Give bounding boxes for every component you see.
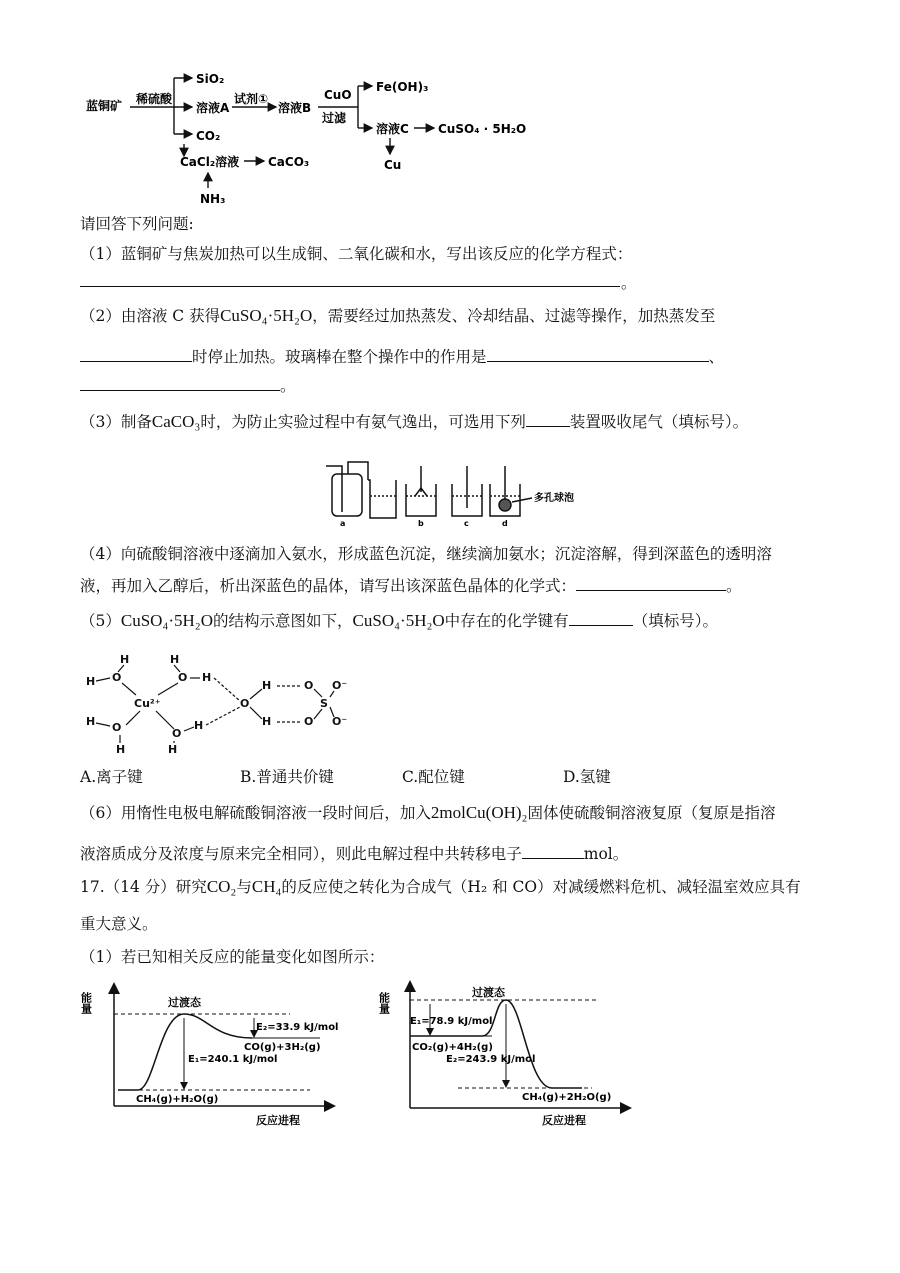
q1-answer-blank[interactable] [80,286,620,287]
flow-feoh3: Fe(OH)₃ [376,80,429,94]
e2-xlabel: 反应进程 [542,1114,586,1127]
e2-e2-label: E₂=243.9 kJ/mol [446,1054,536,1065]
q2-end: 。 [280,377,296,395]
flow-cuo: CuO [324,88,352,102]
e2-products: CH₄(g)+2H₂O(g) [522,1092,612,1103]
flow-cu: Cu [384,158,402,172]
q3-text-c: 装置吸收尾气（填标号）。 [569,413,749,431]
q2-text-a: （2）由溶液 C 获得 [80,307,221,325]
q6-text-d: mol。 [583,845,629,863]
q5-option-a[interactable]: A.离子键 [80,768,143,786]
atom-cu: Cu²⁺ [134,697,161,710]
process-flow-diagram [80,62,540,212]
flow-product: CuSO₄ · 5H₂O [438,122,527,136]
q4-line1: （4）向硫酸铜溶液中逐滴加入氨水，形成蓝色沉淀，继续滴加氨水；沉淀溶解，得到深蓝色的透明溶 [80,545,772,563]
q5-text-b: 的结构示意图如下， [213,612,353,630]
flow-solution-b: 溶液B [278,101,312,115]
q17-text-a: 17.（14 分）研究 [80,878,207,896]
flow-caco3: CaCO₃ [268,155,310,169]
q6-line2 [80,842,628,865]
atom-h-6: H [116,743,126,756]
q5-formula-1: CuSO₄·5H₂O [120,611,214,630]
energy-diagram-2 [377,978,682,1128]
q5-option-c[interactable]: C.配位键 [402,768,465,786]
atom-o-6: O [304,679,314,692]
q2-line2 [80,345,724,368]
q17-line1 [80,876,801,898]
q4-line2 [80,574,742,597]
atom-o-9: O⁻ [332,715,348,728]
e1-xlabel: 反应进程 [256,1114,300,1127]
apparatus-label-c: c [464,519,469,528]
q17-ch4: CH₄ [251,877,282,896]
atom-h-2: H [86,675,96,688]
atom-h-5: H [86,715,96,728]
q4-end: 。 [726,577,742,595]
flow-nh3: NH₃ [200,192,226,206]
atom-s: S [320,697,328,710]
q5-text-d: （填标号）。 [632,612,718,630]
q5-option-d[interactable]: D.氢键 [563,768,611,786]
q3-blank[interactable] [526,410,570,427]
cuso4-structure-diagram [82,645,352,760]
e1-ylabel: 能量 [79,992,93,1014]
flow-acid: 稀硫酸 [136,92,173,106]
energy-diagram-1 [80,978,380,1128]
apparatus-label-d: d [502,519,508,528]
atom-h-8: H [194,719,204,732]
e1-reactants: CH₄(g)+H₂O(g) [136,1094,219,1105]
atom-o-1: O [112,671,122,684]
flow-co2: CO₂ [196,129,221,143]
e1-products: CO(g)+3H₂(g) [244,1042,321,1053]
apparatus-label-a: a [340,519,346,528]
flow-solution-a: 溶液A [196,101,230,115]
q6-blank[interactable] [522,842,584,859]
q5-text-a: （5） [80,612,121,630]
q17-text-mid: 与 [236,878,252,896]
atom-o-3: O [112,721,122,734]
atom-h-1: H [120,653,130,666]
flow-ore: 蓝铜矿 [86,99,123,113]
q1-text: （1）蓝铜矿与焦炭加热可以生成铜、二氧化碳和水，写出该反应的化学方程式： [80,245,633,263]
flow-filter: 过滤 [322,111,347,125]
q17-line2: 重大意义。 [80,915,158,933]
flow-cacl2: CaCl₂溶液 [180,155,240,169]
flow-sio2: SiO₂ [196,72,225,86]
e1-e1-label: E₁=240.1 kJ/mol [188,1054,278,1065]
e1-e2-label: E₂=33.9 kJ/mol [256,1022,339,1033]
e2-e1-label: E₁=78.9 kJ/mol [410,1016,493,1027]
q3-text-a: （3）制备 [80,413,152,431]
q5-blank[interactable] [569,609,633,626]
q6-formula: 2molCu(OH)₂ [430,803,528,822]
atom-o-2: O [178,671,188,684]
q2-blank-1[interactable] [80,345,192,362]
q5-option-b[interactable]: B.普通共价键 [240,768,334,786]
q5-line [80,609,718,632]
q3-line [80,410,748,433]
q2-text-c: 时停止加热。玻璃棒在整个操作中的作用是 [192,348,487,366]
q17-text-b: 的反应使之转化为合成气（H₂ 和 CO）对减缓燃料危机、减轻温室效应具有 [281,878,801,896]
q5-text-c: 中存在的化学键有 [444,612,569,630]
q2-line1 [80,305,715,327]
q6-text-a: （6）用惰性电极电解硫酸铜溶液一段时间后，加入 [80,804,431,822]
q4-text: 液，再加入乙醇后，析出深蓝色的晶体，请写出该深蓝色晶体的化学式： [80,577,577,595]
porous-bubbler-label: 多孔球泡 [534,493,574,504]
e2-reactants: CO₂(g)+4H₂(g) [412,1042,493,1053]
q6-text-b: 固体使硫酸铜溶液复原（复原是指溶 [527,804,776,822]
q2-formula: CuSO₄·5H₂O [220,306,313,325]
atom-h-7: H [168,743,178,756]
q6-text-c: 液溶质成分及浓度与原来完全相同），则此电解过程中共转移电子 [80,845,522,863]
e1-transition-state: 过渡态 [168,996,201,1009]
gas-absorption-apparatus [318,458,598,530]
q3-formula: CaCO₃ [151,412,201,431]
q2-text-d: 、 [708,348,725,366]
q2-blank-2[interactable] [487,345,709,362]
atom-h-9: H [262,679,272,692]
atom-o-5: O [240,697,250,710]
e2-transition-state: 过渡态 [472,986,505,999]
q2-text-b: ，需要经过加热蒸发、冷却结晶、过滤等操作，加热蒸发至 [312,307,716,325]
e2-ylabel: 能量 [377,992,391,1014]
q5-formula-2: CuSO₄·5H₂O [352,611,445,630]
q1-end: 。 [621,274,637,292]
q2-line3 [80,374,296,397]
flow-solution-c: 溶液C [376,122,409,136]
atom-h-3: H [170,653,180,666]
atom-h-4: H [202,671,212,684]
q4-blank[interactable] [576,574,726,591]
intro-text: 请回答下列问题: [80,215,194,233]
q3-text-b: 时，为防止实验过程中有氨气逸出，可选用下列 [200,413,526,431]
atom-h-10: H [262,715,272,728]
q17-co2: CO₂ [206,877,237,896]
q2-blank-3[interactable] [80,374,280,391]
q6-line1 [80,802,775,824]
atom-o-4: O [172,727,182,740]
atom-o-7: O [304,715,314,728]
apparatus-label-b: b [418,519,424,528]
atom-o-8: O⁻ [332,679,348,692]
q17-sub1: （1）若已知相关反应的能量变化如图所示： [80,948,385,966]
flow-reagent: 试剂① [234,92,269,106]
